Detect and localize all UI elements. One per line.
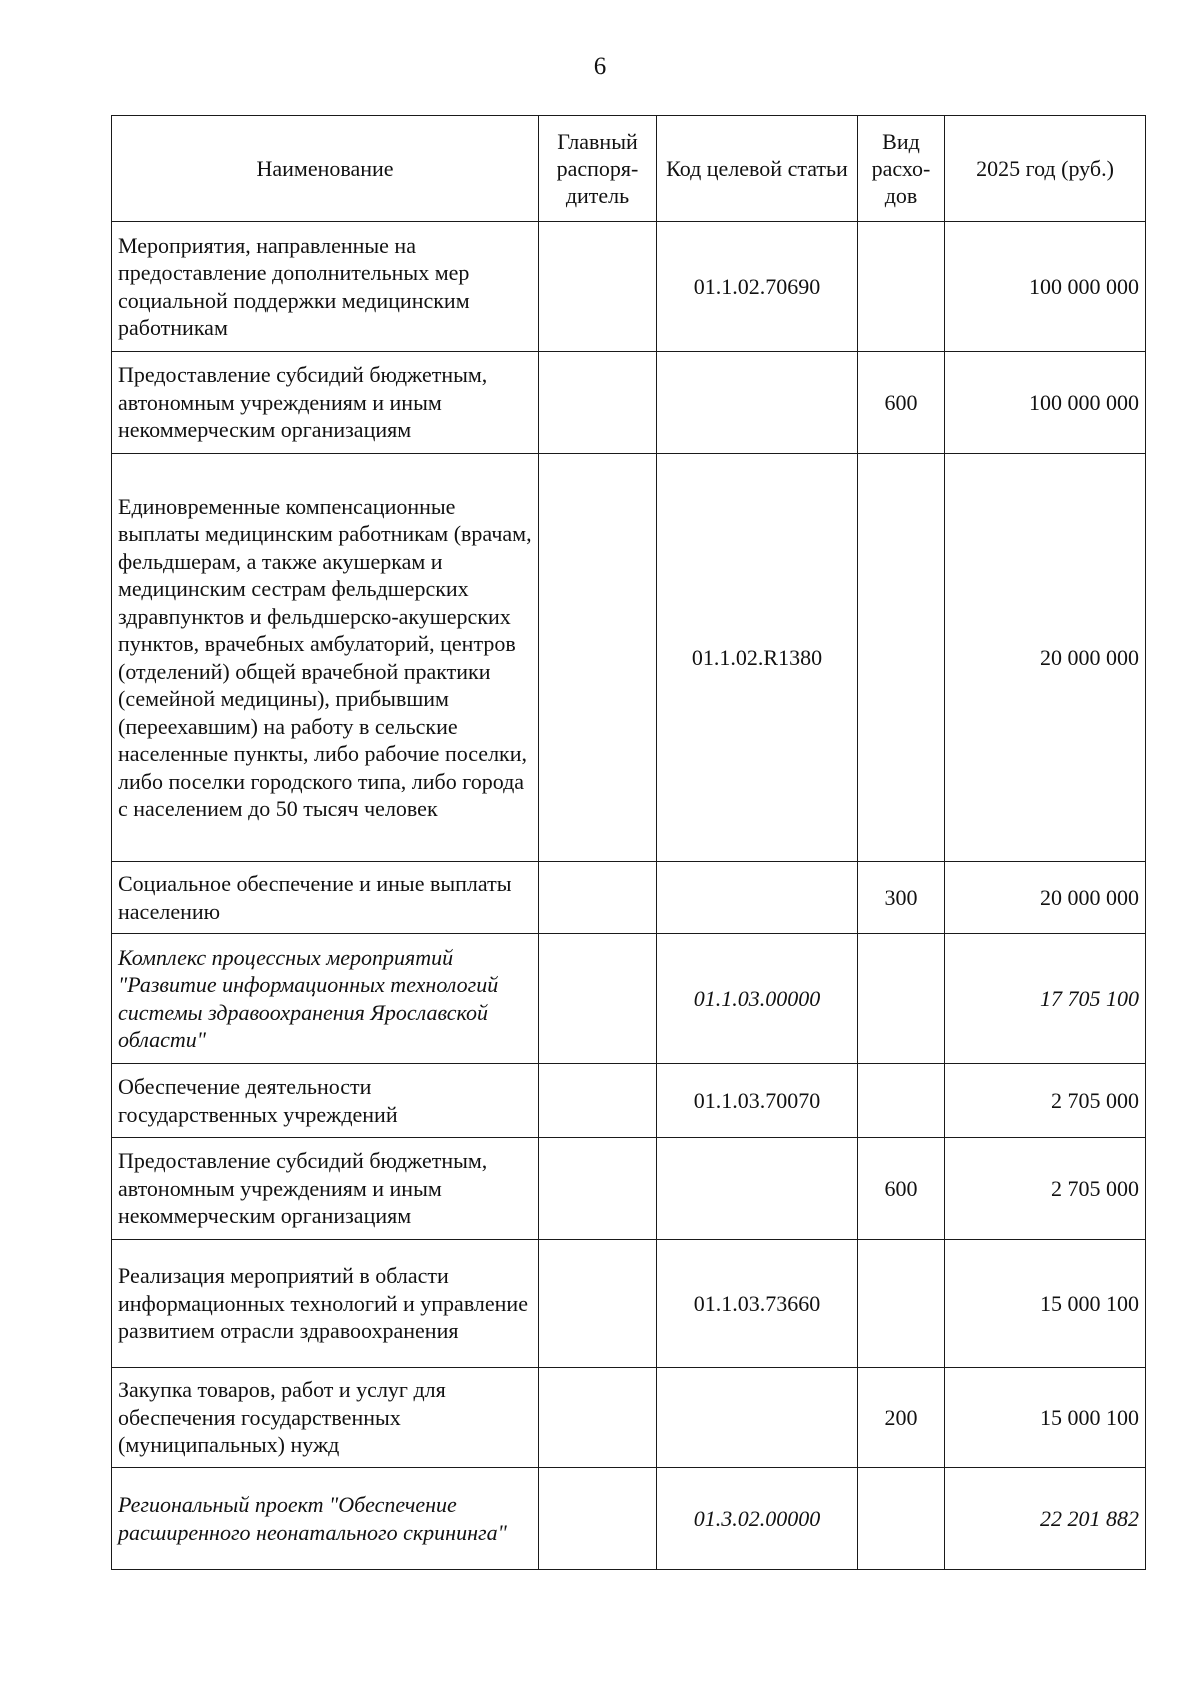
table-row [112,934,1146,1064]
row-admin [539,1468,657,1570]
header-amount: 2025 год (руб.) [945,116,1146,222]
row-name: Комплекс процессных мероприятий "Развитие информационных технологий системы здравоохранения Ярославской области" [112,934,539,1064]
row-name: Социальное обеспечение и иные выплаты населению [112,862,539,934]
row-amount: 20 000 000 [945,454,1146,862]
row-name: Единовременные компенсационные выплаты медицинским работникам (врачам, фельдшерам, а также акушеркам и медицинским сестрам фельдшерских здравпунктов и фельдшерско-акушерских пунктов, врачебных амбулаторий, центров (отделений) общей врачебной практики (семейной медицины), прибывшим (переехавшим) на работу в сельские населенные пункты, либо рабочие поселки, либо поселки городского типа, либо города с населением до 50 тысяч человек [112,454,539,862]
row-code: 01.1.03.00000 [657,934,858,1064]
row-name: Закупка товаров, работ и услуг для обеспечения государственных (муниципальных) нужд [112,1368,539,1468]
header-name: Наименование [112,116,539,222]
row-name: Предоставление субсидий бюджетным, автономным учреждениям и иным некоммерческим организациям [112,1138,539,1240]
table-row [112,862,1146,934]
row-kind [858,222,945,352]
header-kind: Вид расхо-дов [858,116,945,222]
row-code [657,1368,858,1468]
table-row [112,1468,1146,1570]
row-admin [539,352,657,454]
row-amount: 20 000 000 [945,862,1146,934]
header-code: Код целевой статьи [657,116,858,222]
table-row [112,1138,1146,1240]
row-admin [539,1368,657,1468]
table-row [112,454,1146,862]
row-name: Обеспечение деятельности государственных учреждений [112,1064,539,1138]
row-amount: 100 000 000 [945,222,1146,352]
row-code [657,352,858,454]
row-admin [539,1064,657,1138]
page-number: 6 [593,53,607,80]
row-name: Мероприятия, направленные на предоставление дополнительных мер социальной поддержки медицинским работникам [112,222,539,352]
row-admin [539,1138,657,1240]
row-code: 01.1.03.73660 [657,1240,858,1368]
row-kind: 600 [858,352,945,454]
row-name: Предоставление субсидий бюджетным, автономным учреждениям и иным некоммерческим организациям [112,352,539,454]
row-admin [539,862,657,934]
row-kind: 200 [858,1368,945,1468]
row-name: Реализация мероприятий в области информационных технологий и управление развитием отрасли здравоохранения [112,1240,539,1368]
row-kind: 300 [858,862,945,934]
row-code [657,862,858,934]
row-kind [858,1240,945,1368]
row-name: Региональный проект "Обеспечение расширенного неонатального скрининга" [112,1468,539,1570]
table-row [112,1368,1146,1468]
row-amount: 2 705 000 [945,1138,1146,1240]
row-kind [858,934,945,1064]
row-admin [539,934,657,1064]
row-admin [539,222,657,352]
table-body [112,222,1146,1570]
table-row [112,1240,1146,1368]
row-amount: 22 201 882 [945,1468,1146,1570]
header-admin: Главный распоря-дитель [539,116,657,222]
row-amount: 100 000 000 [945,352,1146,454]
table-row [112,222,1146,352]
row-kind [858,1064,945,1138]
row-admin [539,1240,657,1368]
row-admin [539,454,657,862]
row-kind [858,1468,945,1570]
row-amount: 17 705 100 [945,934,1146,1064]
row-code: 01.1.02.70690 [657,222,858,352]
row-code: 01.3.02.00000 [657,1468,858,1570]
table-header-row [112,116,1146,222]
table-row [112,1064,1146,1138]
budget-table [111,115,1146,1570]
row-amount: 15 000 100 [945,1368,1146,1468]
row-amount: 2 705 000 [945,1064,1146,1138]
row-code: 01.1.03.70070 [657,1064,858,1138]
row-kind: 600 [858,1138,945,1240]
row-code: 01.1.02.R1380 [657,454,858,862]
row-kind [858,454,945,862]
row-amount: 15 000 100 [945,1240,1146,1368]
table-row [112,352,1146,454]
row-code [657,1138,858,1240]
